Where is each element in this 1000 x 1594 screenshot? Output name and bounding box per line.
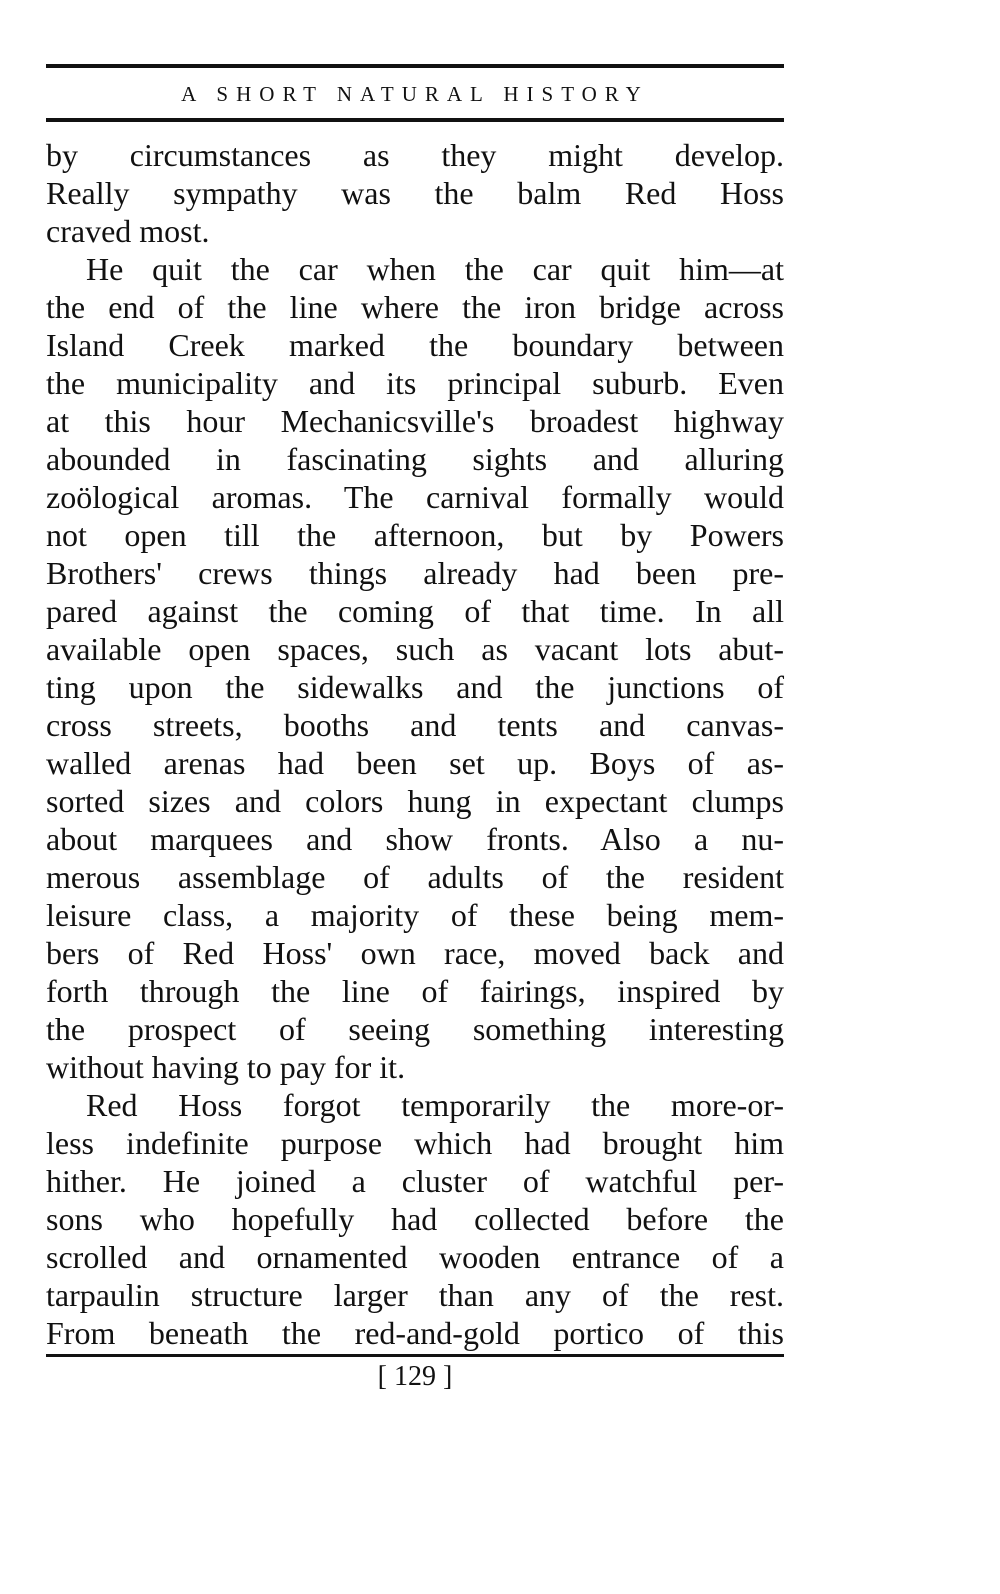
text-line: the prospect of seeing something interesting [46,1011,784,1047]
text-line: the municipality and its principal suburb. Even [46,365,784,401]
body-text [46,136,784,1352]
text-line: merous assemblage of adults of the resident [46,859,784,895]
text-line: about marquees and show fronts. Also a nu- [46,821,784,857]
text-line: bers of Red Hoss' own race, moved back and [46,935,784,971]
book-page [46,64,784,1395]
text-line: Brothers' crews things already had been pre- [46,555,784,591]
text-line: tarpaulin structure larger than any of the rest. [46,1277,784,1313]
text-line: craved most. [46,213,210,249]
paragraph-3 [46,1086,784,1352]
footer-rule [46,1354,784,1357]
text-line: zoölogical aromas. The carnival formally would [46,479,784,515]
text-line: forth through the line of fairings, inspired by [46,973,784,1009]
text-line: Red Hoss forgot temporarily the more-or- [86,1087,784,1123]
text-line: without having to pay for it. [46,1049,406,1085]
top-rule [46,64,784,68]
text-line: the end of the line where the iron bridge across [46,289,784,325]
page-number: [ 129 ] [377,1361,453,1392]
text-line: ting upon the sidewalks and the junctions of [46,669,784,705]
text-line: not open till the afternoon, but by Powers [46,517,784,553]
text-line: less indefinite purpose which had brought him [46,1125,784,1161]
text-line: cross streets, booths and tents and canvas- [46,707,784,743]
text-line: hither. He joined a cluster of watchful per- [46,1163,784,1199]
text-line: Island Creek marked the boundary between [46,327,784,363]
text-line: He quit the car when the car quit him—at [86,251,784,287]
text-line: by circumstances as they might develop. [46,137,784,173]
text-line: sons who hopefully had collected before the [46,1201,784,1237]
text-line: scrolled and ornamented wooden entrance of a [46,1239,784,1275]
text-line: pared against the coming of that time. In all [46,593,784,629]
text-line: leisure class, a majority of these being mem- [46,897,784,933]
paragraph-2 [46,250,784,1086]
header-rule [46,118,784,122]
text-line: available open spaces, such as vacant lots abut- [46,631,784,667]
text-line: From beneath the red-and-gold portico of this [46,1315,784,1351]
text-line: sorted sizes and colors hung in expectant clumps [46,783,784,819]
text-line: Really sympathy was the balm Red Hoss [46,175,784,211]
text-line: abounded in fascinating sights and alluring [46,441,784,477]
running-head: A SHORT NATURAL HISTORY [181,82,649,106]
paragraph-1 [46,136,784,250]
text-line: walled arenas had been set up. Boys of as- [46,745,784,781]
text-line: at this hour Mechanicsville's broadest highway [46,403,784,439]
